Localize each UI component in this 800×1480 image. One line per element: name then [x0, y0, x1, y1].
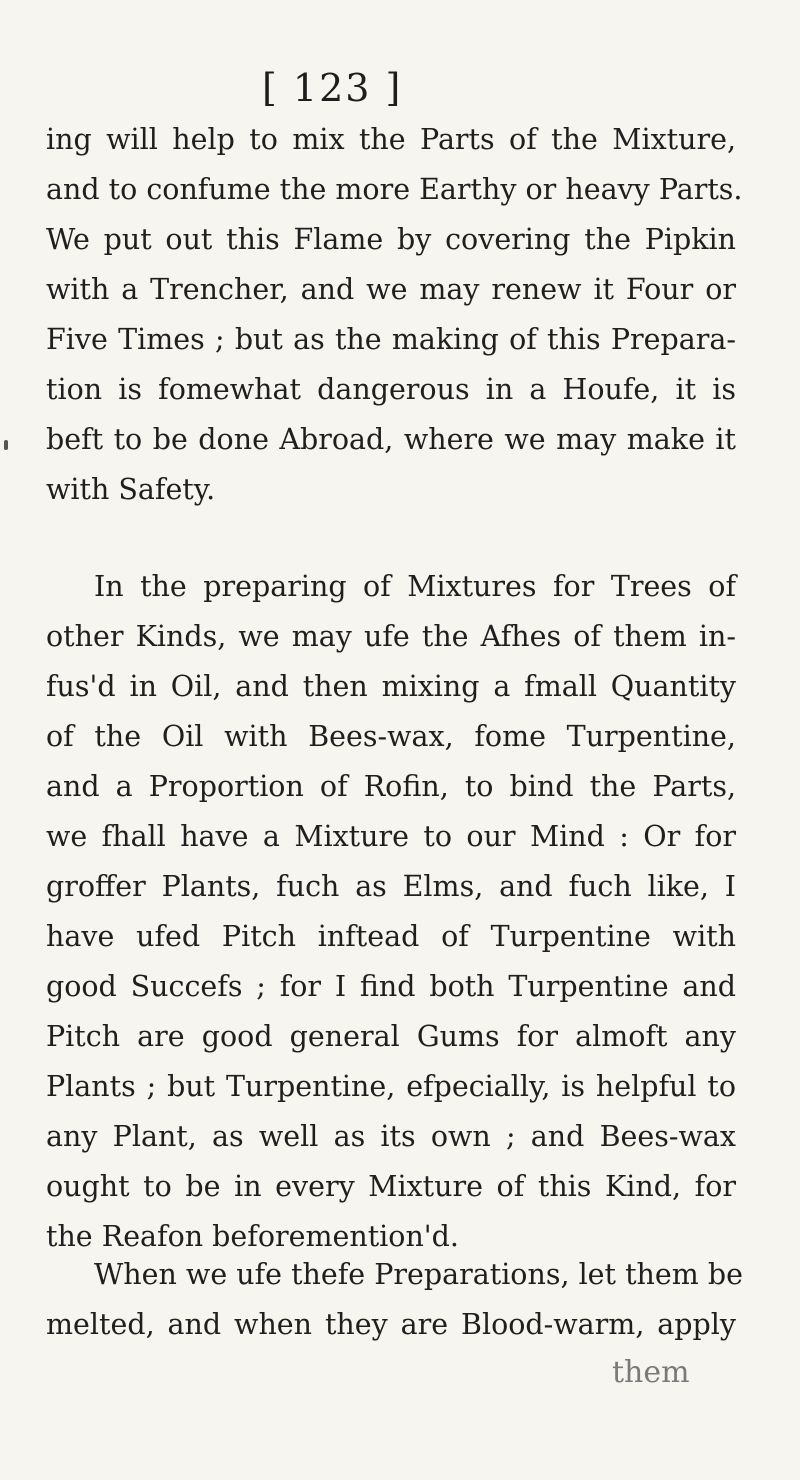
text-line: In the preparing of Mixtures for Trees of — [94, 570, 736, 603]
text-line: and a Proportion of Rofin, to bind the Parts, — [46, 770, 736, 803]
text-line: melted, and when they are Blood-warm, apply — [46, 1308, 736, 1341]
paragraph-1 — [46, 115, 743, 515]
text-line: When we ufe thefe Preparations, let them be — [94, 1258, 743, 1291]
text-line: have ufed Pitch inftead of Turpentine with — [46, 920, 736, 953]
text-line: fus'd in Oil, and then mixing a fmall Quantity — [46, 670, 736, 703]
text-line: ing will help to mix the Parts of the Mixture, — [46, 123, 736, 156]
text-line: with a Trencher, and we may renew it Four or — [46, 273, 736, 306]
paragraph-2 — [46, 562, 736, 1262]
text-line: groffer Plants, fuch as Elms, and fuch like, I — [46, 870, 736, 903]
text-line: and to confume the more Earthy or heavy Parts. — [46, 173, 743, 206]
text-line: ought to be in every Mixture of this Kind, for — [46, 1170, 736, 1203]
text-line: with Safety. — [46, 473, 216, 506]
text-line: we fhall have a Mixture to our Mind : Or for — [46, 820, 736, 853]
text-line: of the Oil with Bees-wax, fome Turpentine, — [46, 720, 736, 753]
text-line: tion is fomewhat dangerous in a Houfe, it is — [46, 373, 736, 406]
text-line: the Reafon beforemention'd. — [46, 1220, 459, 1253]
text-line: any Plant, as well as its own ; and Bees-wax — [46, 1120, 736, 1153]
text-line: beft to be done Abroad, where we may make it — [46, 423, 736, 456]
text-line: Pitch are good general Gums for almoft any — [46, 1020, 736, 1053]
text-line: Plants ; but Turpentine, efpecially, is helpful to — [46, 1070, 736, 1103]
text-line: We put out this Flame by covering the Pipkin — [46, 223, 736, 256]
catchword: them — [612, 1355, 690, 1390]
text-line: other Kinds, we may ufe the Afhes of them in- — [46, 620, 736, 653]
margin-mark — [4, 440, 8, 450]
page-number: [ 123 ] — [262, 66, 403, 110]
paragraph-3 — [46, 1250, 743, 1350]
text-line: Five Times ; but as the making of this Prepara- — [46, 323, 736, 356]
text-line: good Succefs ; for I find both Turpentine and — [46, 970, 736, 1003]
